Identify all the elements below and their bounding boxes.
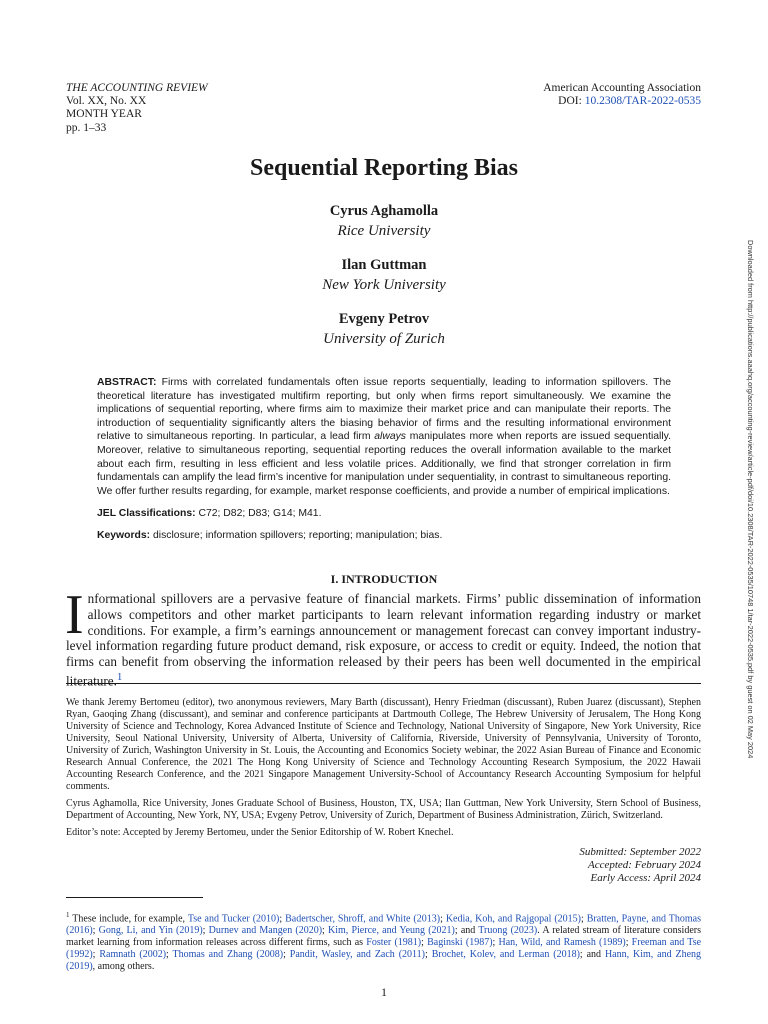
early-access-date: Early Access: April 2024 [590,872,701,884]
footnote [66,909,701,973]
author-name: Evgeny Petrov [338,311,430,327]
editor-note: Editor’s note: Accepted by Jeremy Bertomeu, under the Senior Editorship of W. Robert Knechel. [66,827,454,838]
jel-label: JEL Classifications: [97,508,196,519]
citation-link[interactable]: Truong (2023) [478,925,538,937]
section-heading: I. INTRODUCTION [330,572,438,586]
article-title: Sequential Reporting Bias [249,155,519,181]
abstract-emphasis: always [374,431,406,443]
citation-link[interactable]: Durnev and Mangen (2020) [208,925,323,937]
citation-link[interactable]: Han, Wild, and Ramesh (1989) [498,937,626,949]
citation-link[interactable]: Bratten, Payne, and Thomas (2016) [66,913,702,937]
footnote-text: ; [279,913,286,925]
abstract-label: ABSTRACT: [97,377,157,388]
footnote-mark: 1 [66,911,70,919]
author-notes [66,697,701,844]
keywords-label: Keywords: [97,530,151,541]
footnote-text: ; [440,913,446,925]
citation-link[interactable]: Tse and Tucker (2010) [187,913,280,925]
citation-link[interactable]: Thomas and Zhang (2008) [172,949,284,961]
keywords [97,530,671,541]
footnote-text: ; and [454,925,479,937]
jel-classifications [97,508,671,519]
introduction-paragraph [65,584,701,689]
introduction-text: nformational spillovers are a pervasive feature of financial markets. Firms’ public dissemination of information allows competitors and other market participants to learn relevant information regarding industry or market conditions. For example, a firm’s earnings announcement or management forecast can convey important industry-level information regarding future product demand, risk exposure, or access to credit or equity. Indeed, the notion that firms can benefit from observing the information released by their peers has been well documented in the empirical literature. [66,591,701,689]
citation-link[interactable]: Gong, Li, and Yin (2019) [98,925,203,937]
keywords-value: disclosure; information spillovers; reporting; manipulation; bias. [150,530,443,541]
footnote-text: ; [283,949,290,961]
author-block [0,309,768,349]
author-affiliation: Rice University [337,223,431,239]
journal-date: MONTH YEAR [66,108,142,121]
author-affiliation: New York University [322,277,446,293]
citation-link[interactable]: Baginski (1987) [427,937,493,949]
citation-link[interactable]: Brochet, Kolev, and Lerman (2018) [431,949,580,961]
abstract-text: Firms with correlated fundamentals often issue reports sequentially, leading to information spillovers. The theoretical literature has investigated multifirm reporting, but only when firms report simultaneously. We examine the implications of sequential reporting, where firms aim to maximize their market price and can manipulate their reports. The introduction of sequentiality significantly alters the biasing behavior of firms and the resulting informational environment relative to simultaneous reporting. In particular, a lead firm [97,377,671,443]
author-affiliation: University of Zurich [323,331,445,347]
divider [66,683,701,684]
jel-value: C72; D82; D83; G14; M41. [195,508,322,519]
footnote-text: These include, for example, [69,913,188,925]
journal-volume: Vol. XX, No. XX [66,95,147,108]
journal-name: THE ACCOUNTING REVIEW [66,82,208,94]
footnote-text: ; [425,949,432,961]
footnote-text: ; [92,925,99,937]
footnote-text: ; [581,913,587,925]
footnote-divider [66,897,203,898]
footnote-text: , among others. [92,961,155,973]
citation-link[interactable]: Hann, Kim, and Zheng (2019) [66,949,702,973]
submitted-date: Submitted: September 2022 [579,846,701,858]
citation-link[interactable]: Ramnath (2002) [99,949,167,961]
footnote-text: . A related stream of literature considers market learning from information releases across different firms, such as [66,925,701,949]
footnote-text: ; [202,925,209,937]
abstract [97,376,671,498]
citation-link[interactable]: Kim, Pierce, and Yeung (2021) [328,925,455,937]
download-watermark: Downloaded from http://publications.aaahq.org/accounting-review/article-pdf/doi/10.2308/TAR-2022-0535/10748 1/tar-2022-0535.pdf by guest on 02 May 2024 [746,240,755,759]
acknowledgments: We thank Jeremy Bertomeu (editor), two anonymous reviewers, Mary Barth (discussant), Henry Friedman (discussant), Ruben Juarez (discussant), Stephen Ryan, Gaoqing Zhang (discussant), and seminar and conference participants at Dartmouth College, The Hebrew University of Jerusalem, The Hong Kong University of Science and Technology, Korea Advanced Institute of Science and Technology, National University of Singapore, New York University, Rice University, Seoul National University, University of Alberta, University of California, Riverside, University of Pennsylvania, University of Toronto, University of Zurich, Washington University in St. Louis, the Accounting and Economics Society webinar, the 2022 Asian Bureau of Finance and Economic Research Annual Conference, the 2021 The Hong Kong University of Science and Technology Accounting Research Symposium, the 2022 Hawaii Accounting Research Conference, and the 2021 Singapore Management University-School of Accountancy Research Accounting Symposium for helpful comments. [66,697,701,792]
doi-label: DOI: [558,95,585,108]
citation-link[interactable]: Foster (1981) [366,937,422,949]
publisher-header [543,82,701,108]
journal-pages: pp. 1–33 [66,121,107,134]
author-addresses: Cyrus Aghamolla, Rice University, Jones Graduate School of Business, Houston, TX, USA; Ilan Guttman, New York University, Stern School of Business, Department of Accounting, New York, NY, USA; Evgeny Petrov, University of Zurich, Department of Business Administration, Zürich, Switzerland. [66,798,701,821]
footnote-text: ; [166,949,173,961]
citation-link[interactable]: Pandit, Wasley, and Zach (2011) [289,949,425,961]
citation-link[interactable]: Kedia, Koh, and Rajgopal (2015) [445,913,581,925]
citation-link[interactable]: Badertscher, Shroff, and White (2013) [285,913,441,925]
abstract-text: manipulates more when reports are issued sequentially. Moreover, relative to simultaneous reporting, sequential reporting reduces the overall information available to the market about each firm, resulting in less efficient and less volatile prices. Additionally, we find that stronger correlation in firm fundamentals can amplify the lead firm’s incentive for manipulation under sequentiality, in contrast to simultaneous reporting. We offer further results regarding, for example, market response coefficients, and provide a number of empirical implications. [97,431,671,497]
footnote-text: ; [322,925,328,937]
page-number: 1 [381,985,387,999]
journal-header [66,82,208,135]
footnote-text: ; [421,937,428,949]
footnote-text: ; [625,937,632,949]
citation-link[interactable]: Freeman and Tse (1992) [66,937,702,961]
footnote-text: ; [492,937,499,949]
doi-line [543,95,701,108]
footnote-text: ; [92,949,100,961]
author-block [0,255,768,295]
author-name: Cyrus Aghamolla [329,203,439,219]
doi-link[interactable]: 10.2308/TAR-2022-0535 [584,95,701,108]
publisher-name: American Accounting Association [543,82,701,94]
article-dates [579,846,701,885]
footnote-ref[interactable]: 1 [116,670,123,683]
author-block [0,201,768,241]
accepted-date: Accepted: February 2024 [587,859,701,871]
author-name: Ilan Guttman [341,257,427,273]
footnote-text: ; and [579,949,605,961]
drop-cap: I [65,584,84,646]
